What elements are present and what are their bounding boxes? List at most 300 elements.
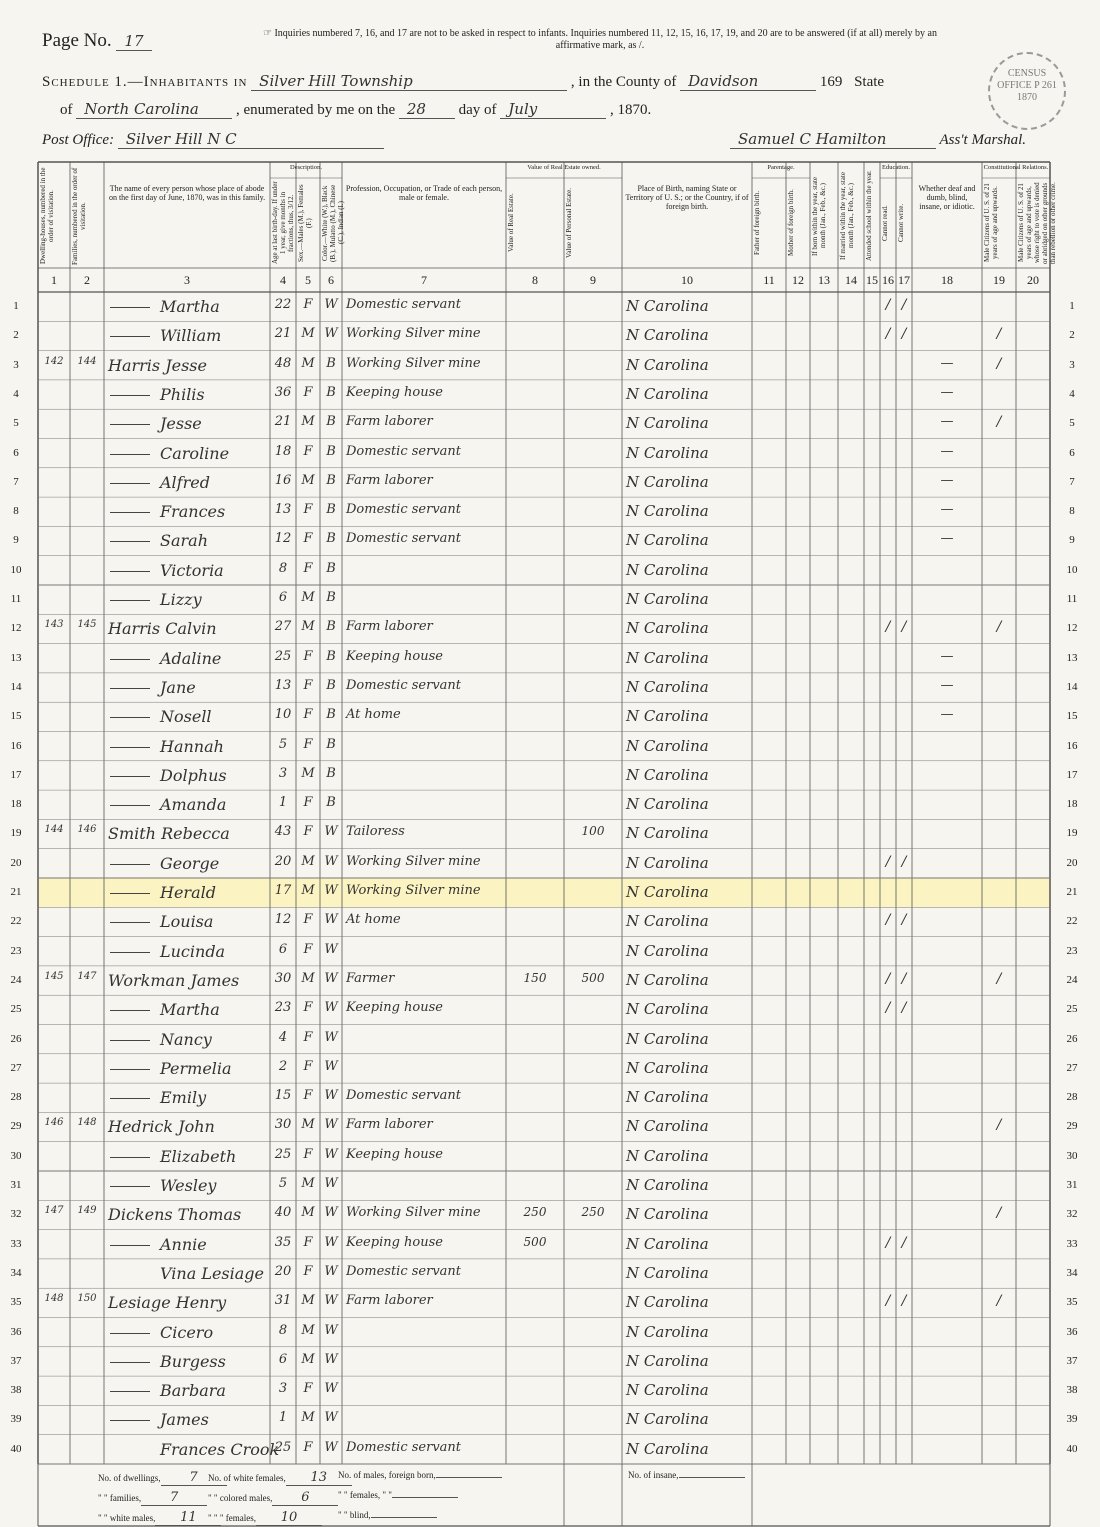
state: North Carolina (76, 100, 232, 119)
cell-age: 6 (278, 590, 288, 605)
cell-color: W (324, 1439, 338, 1455)
cell-birth: N Carolina (626, 941, 709, 960)
column-header-8: Value of Real Estate. (507, 193, 515, 253)
cell-birth: N Carolina (626, 677, 709, 696)
row-number: 18 (1066, 798, 1078, 811)
cell-birth: N Carolina (626, 384, 709, 403)
cell-age: 35 (274, 1234, 292, 1250)
summary-colored-females: " " " females, 10 (208, 1510, 322, 1526)
cell-age: 3 (278, 1381, 288, 1397)
ditto-dash (110, 423, 150, 425)
cell-occ: Domestic servant (346, 1439, 462, 1455)
ditto-dash (110, 1156, 150, 1158)
column-number-4: 4 (280, 273, 286, 287)
state-line: of North Carolina , enumerated by me on the 28 day of July , 1870. (60, 100, 652, 118)
cell-color: B (326, 560, 336, 576)
cell-color: W (324, 941, 338, 957)
cell-occ: Domestic servant (346, 443, 462, 459)
ditto-dash (110, 951, 150, 953)
ditto-dash (110, 540, 150, 542)
row-number: 39 (1066, 1413, 1078, 1426)
cell-dw: 146 (44, 1117, 64, 1129)
cell-occ: Keeping house (346, 648, 443, 664)
cell-name: Harris Calvin (108, 619, 217, 639)
row-number: 14 (1066, 680, 1078, 693)
cell-sex: M (301, 970, 315, 986)
column-header-16: Cannot read. (881, 205, 889, 241)
cell-color: W (324, 1234, 338, 1250)
column-header-19: Male Citizens of U. S. of 21 years of age and upwards. (983, 183, 999, 263)
cell-dw: 144 (44, 824, 64, 836)
cell-occ: At home (346, 707, 401, 723)
cell-re: 150 (523, 970, 547, 985)
county-number: 169 (819, 74, 843, 90)
cell-sex: F (303, 384, 313, 400)
cell-color: B (326, 384, 336, 400)
cell-sex: M (301, 1322, 315, 1338)
cell-name: Dickens Thomas (108, 1205, 242, 1225)
row-number: 6 (1069, 446, 1075, 459)
ditto-dash (110, 306, 150, 308)
cell-sex: F (303, 297, 313, 312)
cell-birth: N Carolina (626, 765, 709, 784)
cell-name: Smith Rebecca (108, 824, 230, 844)
cell-name: Martha (160, 1000, 220, 1020)
row-number: 31 (10, 1179, 22, 1191)
column-number-12: 12 (792, 273, 804, 287)
cell-birth: N Carolina (626, 883, 709, 901)
cell-color: W (324, 1381, 338, 1397)
cell-age: 17 (274, 883, 292, 898)
cell-birth: N Carolina (626, 1000, 709, 1019)
cell-age: 21 (274, 414, 292, 430)
column-header-15: Attended school within the year. (865, 170, 873, 262)
group-head-education: Education. (882, 164, 910, 171)
cell-sex: M (301, 1205, 315, 1221)
cell-name: Workman James (108, 970, 240, 990)
row-number: 11 (10, 593, 22, 605)
summary-families: " " families, 7 (98, 1490, 207, 1506)
cell-c18: — (940, 707, 954, 723)
column-header-5: Sex.—Males (M.), Females (F.) (297, 184, 313, 262)
cell-name: Frances (160, 502, 226, 522)
cell-color: W (324, 883, 338, 898)
cell-c18: — (940, 677, 954, 693)
cell-sex: M (301, 853, 315, 869)
column-number-13: 13 (818, 273, 830, 287)
cell-occ: Farmer (346, 970, 395, 986)
cell-age: 31 (274, 1293, 292, 1309)
row-number: 39 (10, 1413, 22, 1426)
cell-occ: Domestic servant (346, 297, 462, 312)
cell-c16: / (885, 619, 891, 636)
cell-sex: F (303, 1263, 313, 1279)
cell-birth: N Carolina (626, 912, 709, 931)
row-number: 1 (13, 300, 19, 312)
row-number: 32 (10, 1208, 22, 1221)
cell-pe: 100 (581, 824, 605, 839)
cell-c17: / (901, 1293, 907, 1310)
ditto-dash (110, 1390, 150, 1392)
cell-occ: Keeping house (346, 1234, 443, 1250)
cell-occ: Domestic servant (346, 502, 462, 518)
column-number-2: 2 (84, 273, 90, 287)
cell-fam: 145 (77, 619, 97, 631)
ditto-dash (110, 892, 150, 894)
row-number: 8 (13, 505, 19, 518)
cell-age: 1 (278, 1410, 288, 1426)
row-number: 37 (1066, 1354, 1078, 1367)
cell-birth: N Carolina (626, 824, 709, 843)
cell-sex: F (303, 1234, 313, 1250)
cell-c17: / (901, 326, 907, 343)
cell-sex: F (303, 707, 313, 723)
cell-dw: 142 (44, 355, 64, 367)
cell-sex: M (301, 1176, 315, 1191)
column-header-17: Cannot write. (897, 203, 905, 243)
column-number-9: 9 (590, 273, 596, 287)
cell-birth: N Carolina (626, 326, 709, 345)
column-number-16: 16 (882, 273, 894, 287)
column-number-8: 8 (532, 273, 538, 287)
cell-age: 43 (274, 824, 292, 840)
ditto-dash (110, 570, 150, 572)
marshal-signature: Samuel C Hamilton (730, 130, 936, 149)
column-number-10: 10 (681, 273, 693, 287)
cell-age: 30 (274, 1117, 292, 1133)
row-number: 23 (10, 944, 22, 957)
row-number: 5 (13, 417, 19, 430)
cell-birth: N Carolina (626, 736, 709, 755)
cell-color: B (326, 414, 336, 430)
cell-sex: M (301, 472, 315, 488)
cell-sex: F (303, 648, 313, 664)
cell-name: Wesley (160, 1176, 217, 1195)
cell-color: B (326, 531, 336, 547)
cell-c19: / (996, 970, 1002, 987)
cell-occ: Farm laborer (346, 472, 433, 488)
cell-sex: F (303, 1146, 313, 1162)
row-number: 14 (10, 680, 22, 693)
ditto-dash (110, 335, 150, 337)
cell-name: Harris Jesse (108, 355, 207, 375)
cell-color: W (324, 297, 338, 312)
column-number-6: 6 (328, 273, 334, 287)
row-number: 25 (10, 1003, 22, 1016)
cell-birth: N Carolina (626, 1293, 709, 1312)
row-number: 8 (1069, 505, 1075, 518)
row-number: 19 (1066, 827, 1078, 840)
column-header-4: Age at last birth-day. If under 1 year, give months in fractions, thus, 3/12. (271, 181, 295, 265)
ditto-dash (110, 1097, 150, 1099)
column-number-7: 7 (421, 273, 427, 287)
cell-age: 2 (278, 1058, 288, 1074)
cell-occ: Keeping house (346, 1000, 443, 1016)
row-number: 29 (10, 1120, 22, 1133)
ditto-dash (110, 599, 150, 601)
cell-age: 22 (274, 297, 292, 312)
cell-age: 25 (274, 1146, 292, 1162)
cell-occ: Domestic servant (346, 531, 462, 547)
cell-birth: N Carolina (626, 1322, 709, 1341)
cell-name: James (160, 1410, 209, 1430)
cell-age: 25 (274, 1439, 292, 1455)
cell-fam: 149 (77, 1205, 97, 1217)
schedule-line: Schedule 1.—Inhabitants in Silver Hill Township , in the County of Davidson 169 State (42, 72, 885, 90)
cell-name: Permelia (160, 1058, 232, 1078)
row-number: 4 (1069, 387, 1075, 400)
cell-sex: F (303, 560, 313, 576)
cell-name: Lesiage Henry (108, 1293, 227, 1313)
cell-fam: 146 (77, 824, 97, 836)
cell-c16: / (885, 1234, 891, 1251)
cell-name: Amanda (160, 795, 227, 815)
row-number: 22 (1066, 915, 1078, 928)
row-number: 40 (10, 1442, 22, 1455)
cell-age: 27 (274, 619, 292, 635)
row-number: 25 (1066, 1003, 1078, 1016)
summary-dwellings: No. of dwellings, 7 (98, 1470, 227, 1486)
row-number: 34 (1066, 1266, 1078, 1279)
cell-birth: N Carolina (626, 355, 709, 374)
cell-name: Nancy (160, 1029, 212, 1049)
cell-color: W (324, 1322, 338, 1338)
cell-birth: N Carolina (626, 414, 709, 433)
cell-color: W (324, 970, 338, 986)
cell-age: 13 (274, 502, 292, 518)
cell-sex: F (303, 1381, 313, 1397)
cell-occ: Domestic servant (346, 1088, 462, 1104)
column-number-11: 11 (763, 273, 775, 287)
cell-re: 500 (523, 1234, 547, 1249)
cell-birth: N Carolina (626, 1029, 709, 1048)
cell-sex: M (301, 619, 315, 635)
cell-occ: Working Silver mine (346, 326, 481, 342)
cell-age: 5 (278, 736, 288, 752)
row-number: 9 (1069, 534, 1075, 547)
cell-name: Cicero (160, 1322, 214, 1342)
cell-c17: / (901, 619, 907, 636)
cell-age: 15 (274, 1088, 292, 1104)
cell-c16: / (885, 1000, 891, 1017)
column-header-20: Male Citizens of U. S. of 21 years of age and upwards, whose right to vote is denied or abridged on other grounds than rebellion or other crime. (1017, 182, 1057, 264)
ditto-dash (110, 1244, 150, 1246)
cell-name: Nosell (160, 707, 212, 727)
cell-age: 25 (274, 648, 292, 664)
ditto-dash (110, 1068, 150, 1070)
row-number: 5 (1069, 417, 1075, 430)
cell-birth: N Carolina (626, 1176, 709, 1194)
cell-age: 13 (274, 677, 292, 693)
row-number: 20 (10, 856, 22, 869)
row-number: 24 (1066, 973, 1078, 986)
cell-age: 21 (274, 326, 292, 342)
cell-c16: / (885, 912, 891, 929)
cell-sex: M (301, 765, 315, 781)
cell-name: Lizzy (160, 590, 202, 609)
cell-c19: / (996, 1293, 1002, 1310)
cell-birth: N Carolina (626, 853, 709, 872)
row-number: 7 (1069, 475, 1075, 488)
column-number-17: 17 (898, 273, 910, 287)
column-number-5: 5 (305, 273, 311, 287)
cell-occ: Farm laborer (346, 414, 433, 430)
cell-c18: — (940, 648, 954, 664)
cell-age: 10 (274, 707, 292, 723)
row-number: 7 (13, 475, 19, 488)
ditto-dash (110, 511, 150, 513)
cell-fam: 144 (77, 355, 97, 367)
cell-age: 3 (278, 765, 288, 781)
row-number: 35 (1066, 1296, 1078, 1309)
cell-birth: N Carolina (626, 1351, 709, 1370)
row-number: 36 (10, 1325, 22, 1338)
township: Silver Hill Township (251, 72, 567, 91)
cell-color: B (326, 707, 336, 723)
row-number: 13 (10, 651, 22, 664)
column-header-9: Value of Personal Estate. (565, 188, 573, 258)
cell-c16: / (885, 1293, 891, 1310)
cell-color: W (324, 1029, 338, 1045)
row-number: 4 (13, 387, 19, 400)
cell-sex: F (303, 677, 313, 693)
cell-dw: 145 (44, 970, 64, 982)
row-number: 37 (10, 1354, 22, 1367)
ditto-dash (110, 453, 150, 455)
cell-age: 23 (274, 1000, 292, 1016)
column-number-15: 15 (866, 273, 878, 287)
cell-age: 20 (274, 1263, 292, 1279)
summary-white-males: " " white males, 11 (98, 1510, 221, 1526)
cell-color: B (326, 677, 336, 693)
row-number: 16 (10, 739, 22, 752)
cell-c16: / (885, 297, 891, 313)
ditto-dash (110, 1009, 150, 1011)
cell-age: 18 (274, 443, 292, 459)
cell-name: Hedrick John (108, 1117, 215, 1137)
cell-c19: / (996, 1205, 1002, 1222)
cell-birth: N Carolina (626, 560, 709, 579)
row-number: 3 (1069, 358, 1075, 371)
cell-birth: N Carolina (626, 795, 709, 814)
cell-c18: — (940, 384, 954, 400)
cell-occ: Working Silver mine (346, 853, 481, 869)
marshal-line: Samuel C Hamilton Ass't Marshal. (730, 130, 1026, 149)
cell-sex: F (303, 443, 313, 459)
row-number: 40 (1066, 1442, 1078, 1455)
column-number-18: 18 (941, 273, 953, 287)
cell-occ: Working Silver mine (346, 355, 481, 371)
cell-sex: F (303, 941, 313, 957)
cell-birth: N Carolina (626, 1234, 709, 1253)
cell-name: Burgess (160, 1351, 226, 1371)
cell-sex: M (301, 414, 315, 430)
cell-color: B (326, 443, 336, 459)
row-number: 9 (13, 534, 19, 547)
cell-name: Lucinda (160, 941, 226, 961)
row-number: 1 (1069, 300, 1075, 312)
cell-c19: / (996, 326, 1002, 343)
cell-birth: N Carolina (626, 1410, 709, 1429)
row-number: 28 (1066, 1091, 1078, 1104)
row-number: 10 (10, 563, 22, 576)
row-number: 15 (10, 710, 22, 723)
cell-name: Dolphus (160, 765, 227, 785)
cell-occ: Farm laborer (346, 619, 433, 635)
cell-occ: At home (346, 912, 401, 928)
cell-c19: / (996, 414, 1002, 431)
cell-birth: N Carolina (626, 502, 709, 521)
cell-age: 12 (274, 912, 292, 928)
cell-birth: N Carolina (626, 1117, 709, 1136)
cell-age: 8 (278, 560, 288, 576)
row-number: 12 (1066, 622, 1078, 635)
cell-age: 6 (278, 941, 288, 957)
column-header-3: The name of every person whose place of abode on the first day of June, 1870, was in this family. (108, 184, 266, 202)
cell-sex: M (301, 355, 315, 371)
cell-name: William (160, 326, 222, 346)
cell-c19: / (996, 1117, 1002, 1134)
group-head-parentage: Parentage. (767, 164, 795, 171)
cell-color: W (324, 912, 338, 928)
cell-sex: F (303, 1029, 313, 1045)
cell-color: B (326, 736, 336, 752)
cell-color: W (324, 1176, 338, 1191)
row-number: 24 (10, 973, 22, 986)
cell-c18: — (940, 502, 954, 518)
row-number: 31 (1066, 1179, 1078, 1191)
cell-dw: 147 (44, 1205, 64, 1217)
cell-birth: N Carolina (626, 707, 709, 726)
cell-name: Martha (160, 297, 220, 316)
row-number: 38 (1066, 1384, 1078, 1397)
cell-color: W (324, 1088, 338, 1104)
post-office: Silver Hill N C (118, 130, 384, 149)
ditto-dash (110, 658, 150, 660)
row-number: 6 (13, 446, 19, 459)
cell-sex: M (301, 1117, 315, 1133)
cell-occ: Tailoress (346, 824, 405, 840)
cell-sex: F (303, 795, 313, 811)
row-number: 15 (1066, 710, 1078, 723)
cell-c16: / (885, 853, 891, 870)
cell-name: Vina Lesiage (160, 1263, 264, 1283)
cell-age: 30 (274, 970, 292, 986)
row-number: 17 (1066, 768, 1078, 781)
cell-sex: M (301, 1293, 315, 1309)
column-number-3: 3 (184, 273, 190, 287)
cell-fam: 148 (77, 1117, 97, 1129)
row-number: 16 (1066, 739, 1078, 752)
cell-c17: / (901, 970, 907, 987)
cell-c17: / (901, 853, 907, 870)
cell-color: B (326, 502, 336, 518)
cell-birth: N Carolina (626, 1146, 709, 1165)
row-number: 34 (10, 1266, 22, 1279)
column-header-6: Color.—White (W.), Black (B.), Mulatto (M.), Chinese (C.), Indian (I.) (321, 184, 345, 262)
cell-color: W (324, 1117, 338, 1133)
cell-color: W (324, 1410, 338, 1426)
ditto-dash (110, 775, 150, 777)
cell-name: Louisa (160, 912, 214, 932)
ditto-dash (110, 687, 150, 689)
cell-color: W (324, 1351, 338, 1367)
cell-age: 48 (274, 355, 292, 371)
cell-sex: F (303, 1439, 313, 1455)
cell-birth: N Carolina (626, 1439, 709, 1458)
column-header-11: Father of foreign birth. (753, 190, 761, 256)
cell-birth: N Carolina (626, 619, 709, 638)
